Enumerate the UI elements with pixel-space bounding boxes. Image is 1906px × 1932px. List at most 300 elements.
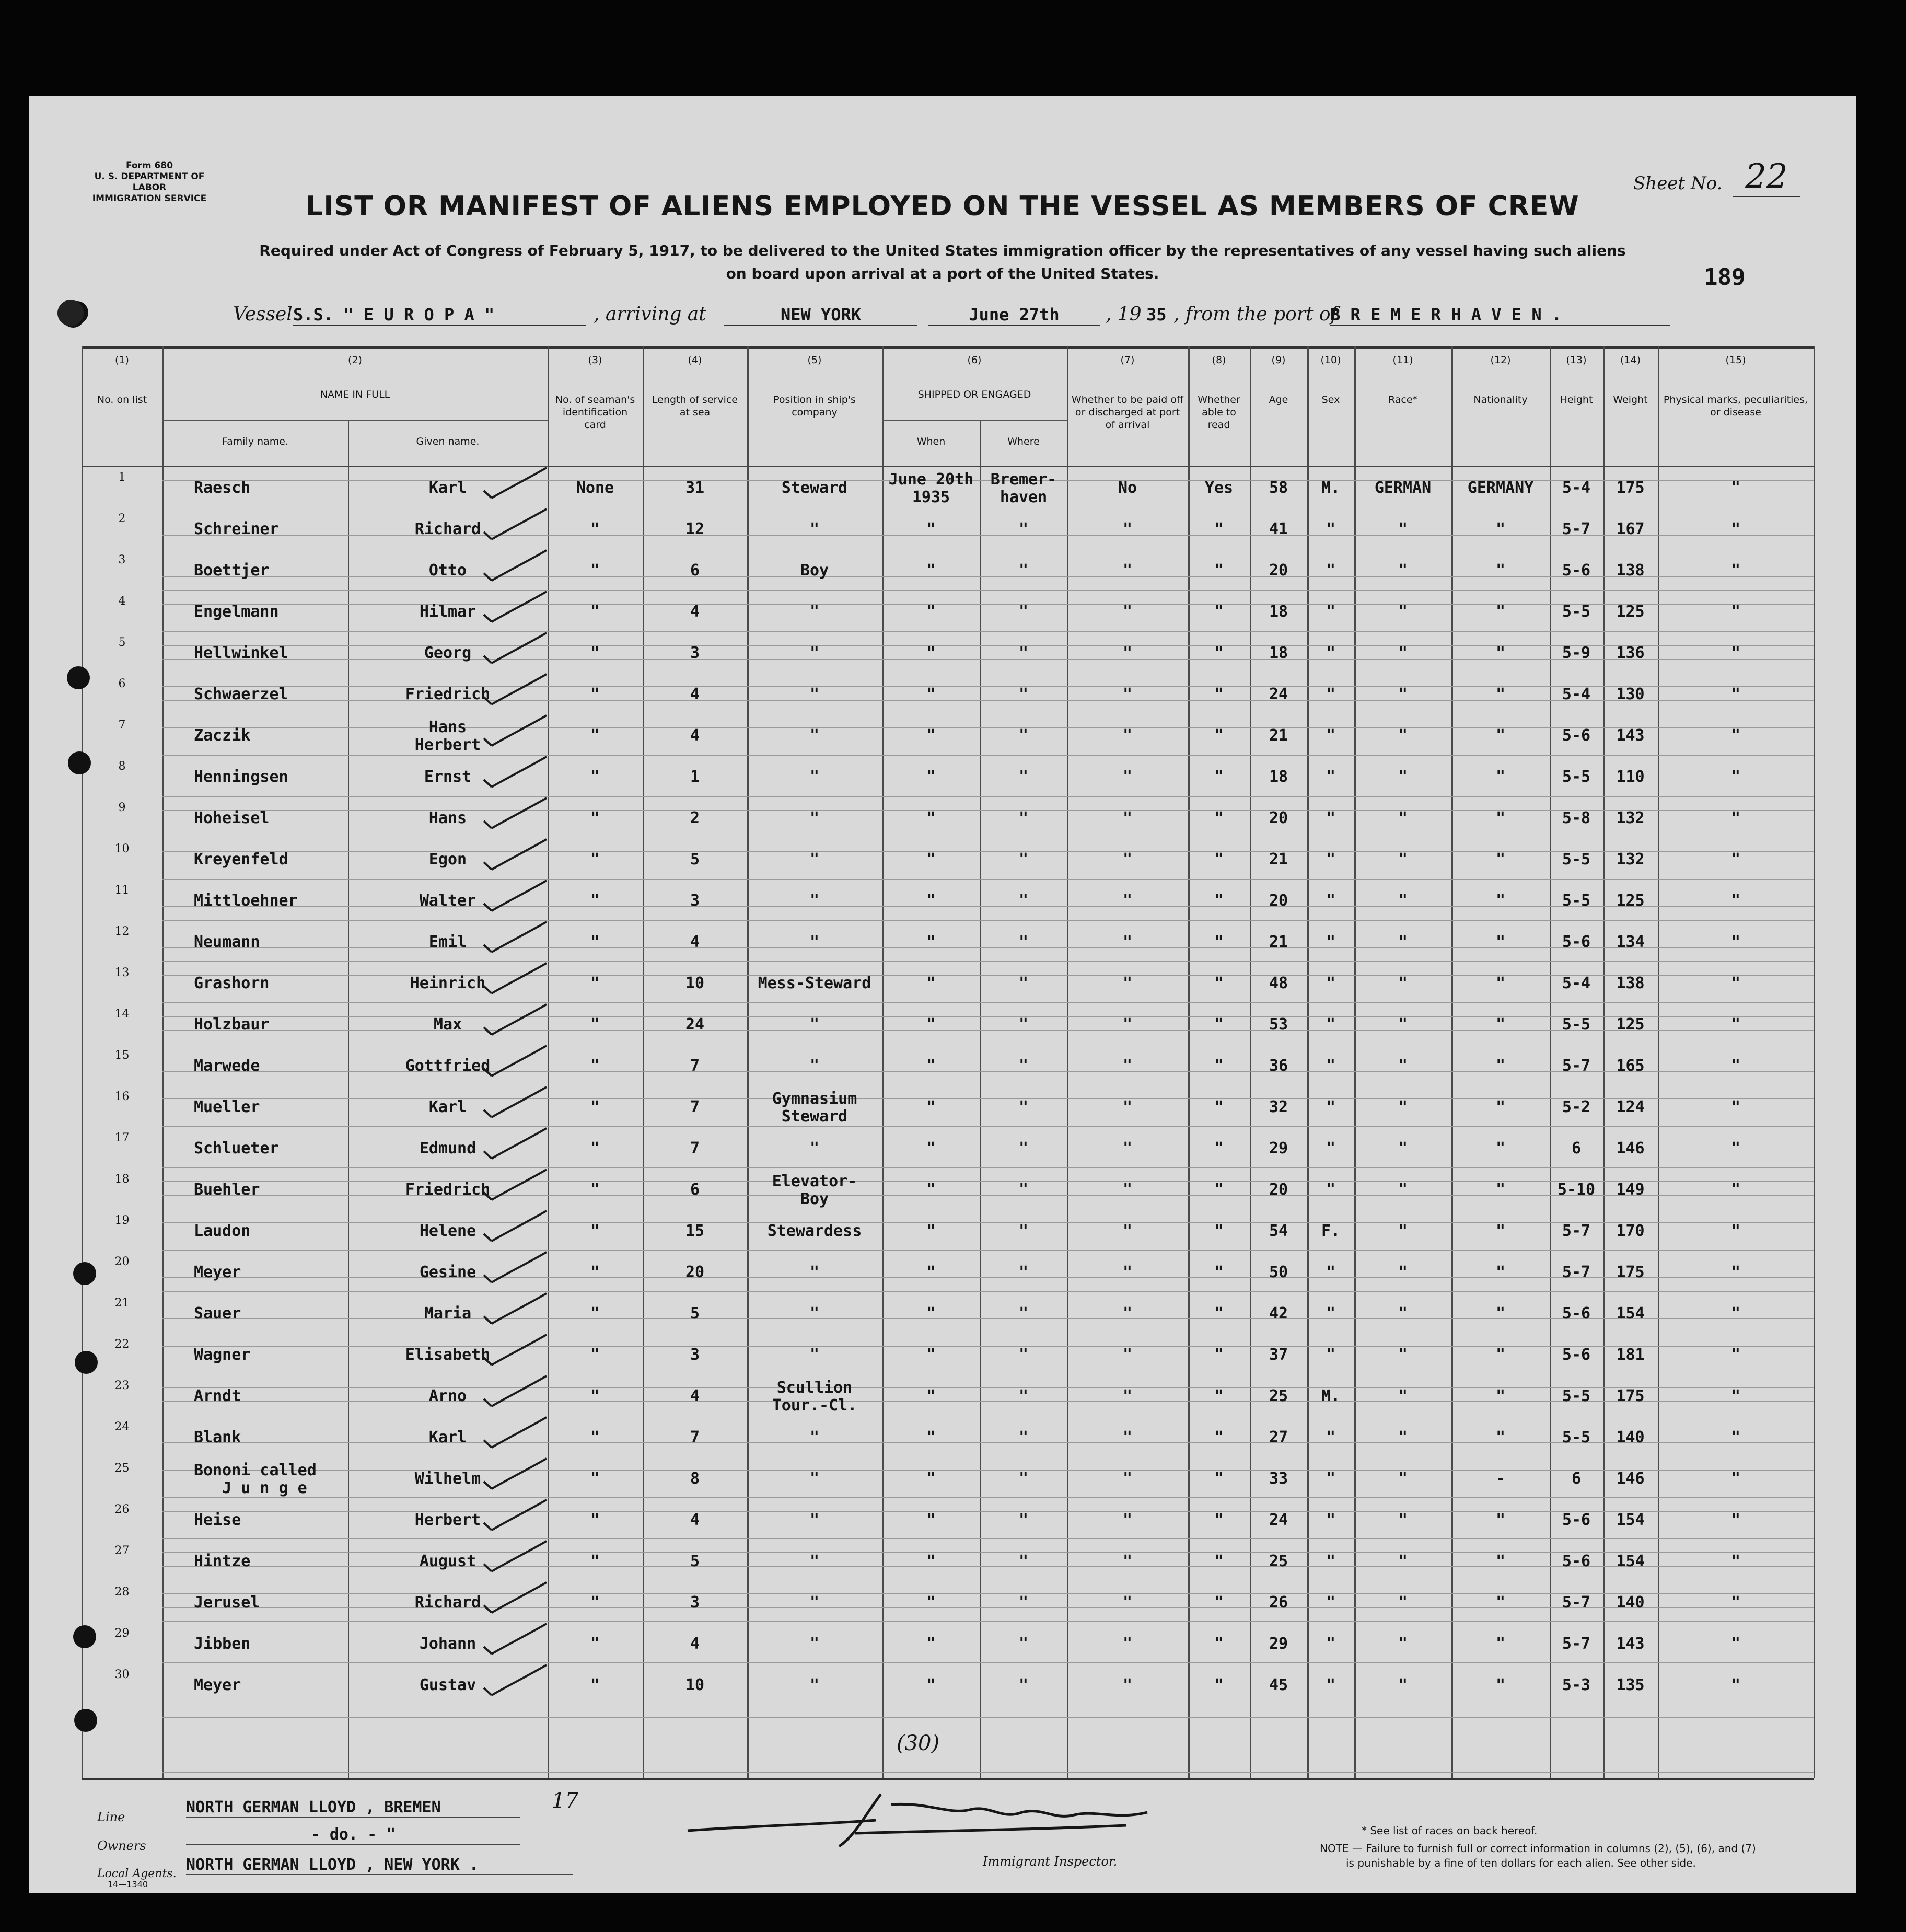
cell-nat: "	[1495, 1181, 1506, 1199]
sheet-number: 22	[1733, 157, 1800, 197]
cell-age: 21	[1269, 726, 1288, 745]
cell-marks: "	[1730, 1015, 1741, 1034]
check-mark	[484, 592, 547, 622]
service-name: IMMIGRATION SERVICE	[92, 193, 207, 204]
cell-height: 5-6	[1562, 1304, 1591, 1323]
cell-sex: "	[1326, 1139, 1336, 1158]
cell-card: "	[590, 768, 600, 786]
cell-height: 5-8	[1562, 809, 1591, 827]
check-mark	[484, 757, 547, 787]
cell-position: Steward	[781, 479, 848, 497]
cell-where: "	[1018, 1635, 1029, 1653]
cell-sex: "	[1326, 1676, 1336, 1694]
cell-nat: "	[1495, 1511, 1506, 1529]
cell-race: GERMAN	[1374, 479, 1432, 497]
cell-age: 26	[1269, 1593, 1288, 1612]
cell-weight: 149	[1616, 1181, 1645, 1199]
cell-service: 2	[690, 809, 700, 827]
cell-age: 53	[1269, 1015, 1288, 1034]
check-mark	[484, 1252, 547, 1282]
cell-given: Herbert	[414, 1511, 481, 1529]
cell-nat: "	[1495, 974, 1506, 992]
check-mark	[484, 633, 547, 663]
cell-paid: "	[1122, 1593, 1133, 1612]
cell-when: "	[926, 933, 936, 951]
cell-marks: "	[1730, 1387, 1741, 1405]
cell-sex: M.	[1321, 479, 1341, 497]
cell-service: 7	[690, 1098, 700, 1116]
cell-where: "	[1018, 726, 1029, 745]
cell-race: "	[1398, 1346, 1408, 1364]
cell-race: "	[1398, 644, 1408, 662]
cell-service: 5	[690, 1552, 700, 1570]
cell-marks: "	[1730, 1635, 1741, 1653]
cell-when: "	[926, 1057, 936, 1075]
cell-nat: "	[1495, 1346, 1506, 1364]
cell-paid: "	[1122, 1181, 1133, 1199]
agents-value: NORTH GERMAN LLOYD , NEW YORK .	[186, 1856, 573, 1875]
line-label: Line	[97, 1810, 125, 1824]
cell-age: 29	[1269, 1139, 1288, 1158]
cell-service: 4	[690, 603, 700, 621]
cell-where: "	[1018, 933, 1029, 951]
check-mark	[484, 798, 547, 828]
cell-position: "	[809, 1304, 820, 1323]
cell-read: "	[1214, 1635, 1224, 1653]
cell-where: "	[1018, 1387, 1029, 1405]
column-label: Race*	[1388, 394, 1418, 406]
check-mark	[484, 1211, 547, 1241]
cell-nat: "	[1495, 1635, 1506, 1653]
cell-race: "	[1398, 892, 1408, 910]
cell-no: 2	[118, 512, 126, 525]
cell-when: "	[926, 1593, 936, 1612]
cell-age: 45	[1269, 1676, 1288, 1694]
cell-race: "	[1398, 520, 1408, 538]
cell-weight: 146	[1616, 1139, 1645, 1158]
cell-position: "	[809, 1470, 820, 1488]
cell-weight: 181	[1616, 1346, 1645, 1364]
from-label: , from the port of	[1173, 304, 1338, 325]
cell-height: 5-10	[1557, 1181, 1596, 1199]
column-label: No. on list	[97, 394, 147, 406]
cell-age: 32	[1269, 1098, 1288, 1116]
cell-position: "	[809, 726, 820, 745]
column-number: (5)	[807, 354, 822, 366]
cell-read: "	[1214, 1304, 1224, 1323]
cell-given: Walter	[419, 892, 476, 910]
cell-no: 22	[114, 1338, 130, 1351]
cell-marks: "	[1730, 603, 1741, 621]
cell-given: Ernst	[424, 768, 472, 786]
vessel-name: S.S. " E U R O P A "	[293, 305, 586, 326]
cell-no: 11	[114, 884, 130, 897]
cell-age: 20	[1269, 1181, 1288, 1199]
cell-paid: "	[1122, 933, 1133, 951]
cell-weight: 170	[1616, 1222, 1645, 1240]
cell-height: 5-7	[1562, 520, 1591, 538]
cell-when: "	[926, 1304, 936, 1323]
cell-race: "	[1398, 685, 1408, 703]
cell-given: Otto	[428, 561, 467, 580]
cell-paid: "	[1122, 520, 1133, 538]
cell-sex: "	[1326, 726, 1336, 745]
cell-position: "	[809, 768, 820, 786]
column-label: No. of seaman's identification card	[555, 394, 635, 431]
cell-service: 10	[685, 974, 705, 992]
cell-marks: "	[1730, 850, 1741, 869]
cell-paid: "	[1122, 1263, 1133, 1281]
cell-marks: "	[1730, 1139, 1741, 1158]
cell-when: "	[926, 603, 936, 621]
cell-height: 5-3	[1562, 1676, 1591, 1694]
cell-where: "	[1018, 520, 1029, 538]
cell-when: "	[926, 520, 936, 538]
cell-service: 20	[685, 1263, 705, 1281]
cell-nat: "	[1495, 892, 1506, 910]
cell-race: "	[1398, 603, 1408, 621]
cell-family: Neumann	[194, 933, 260, 951]
cell-height: 5-7	[1562, 1057, 1591, 1075]
cell-when: "	[926, 1098, 936, 1116]
cell-read: "	[1214, 768, 1224, 786]
cell-nat: "	[1495, 644, 1506, 662]
cell-age: 24	[1269, 1511, 1288, 1529]
cell-paid: "	[1122, 1428, 1133, 1447]
cell-height: 6	[1571, 1470, 1582, 1488]
cell-where: "	[1018, 974, 1029, 992]
cell-sex: "	[1326, 768, 1336, 786]
cell-age: 37	[1269, 1346, 1288, 1364]
cell-paid: "	[1122, 974, 1133, 992]
cell-service: 4	[690, 726, 700, 745]
check-mark	[484, 1335, 547, 1365]
department-name: U. S. DEPARTMENT OF LABOR	[94, 171, 205, 193]
column-label: Position in ship's company	[773, 394, 856, 418]
cell-no: 10	[114, 842, 130, 855]
cell-race: "	[1398, 809, 1408, 827]
cell-height: 5-5	[1562, 768, 1591, 786]
cell-paid: "	[1122, 1139, 1133, 1158]
cell-marks: "	[1730, 726, 1741, 745]
cell-given: Egon	[428, 850, 467, 869]
column-number: (7)	[1120, 354, 1135, 366]
cell-card: "	[590, 520, 600, 538]
cell-nat: "	[1495, 1222, 1506, 1240]
cell-weight: 175	[1616, 1263, 1645, 1281]
cell-family: Blank	[194, 1428, 241, 1447]
column-number: (13)	[1566, 354, 1587, 366]
binder-hole	[67, 666, 90, 689]
cell-paid: No	[1118, 479, 1137, 497]
cell-given: Arno	[428, 1387, 467, 1405]
cell-family: Schreiner	[194, 520, 279, 538]
cell-when: "	[926, 726, 936, 745]
cell-height: 5-7	[1562, 1593, 1591, 1612]
cell-marks: "	[1730, 1304, 1741, 1323]
line-handwritten-mark: 17	[552, 1789, 578, 1813]
cell-where: "	[1018, 1676, 1029, 1694]
cell-weight: 146	[1616, 1470, 1645, 1488]
cell-sex: "	[1326, 1428, 1336, 1447]
cell-given: Richard	[414, 520, 481, 538]
cell-sex: "	[1326, 1470, 1336, 1488]
cell-position: Scullion Tour.-Cl.	[772, 1379, 857, 1415]
cell-age: 21	[1269, 933, 1288, 951]
cell-sex: "	[1326, 561, 1336, 580]
check-marks	[29, 96, 1856, 1893]
agents-label: Local Agents.	[97, 1867, 177, 1880]
cell-read: "	[1214, 933, 1224, 951]
cell-card: "	[590, 892, 600, 910]
cell-marks: "	[1730, 1593, 1741, 1612]
cell-position: "	[809, 933, 820, 951]
cell-sex: "	[1326, 1635, 1336, 1653]
cell-position: Elevator- Boy	[772, 1172, 857, 1208]
cell-marks: "	[1730, 1263, 1741, 1281]
cell-where: "	[1018, 1470, 1029, 1488]
cell-given: Johann	[419, 1635, 476, 1653]
cell-family: Marwede	[194, 1057, 260, 1075]
cell-paid: "	[1122, 644, 1133, 662]
check-mark	[484, 550, 547, 581]
cell-nat: "	[1495, 1676, 1506, 1694]
cell-marks: "	[1730, 974, 1741, 992]
cell-card: "	[590, 933, 600, 951]
check-mark	[484, 1004, 547, 1035]
check-mark	[484, 1582, 547, 1613]
check-mark	[484, 1624, 547, 1654]
cell-given: Karl	[428, 1098, 467, 1116]
cell-nat: "	[1495, 1428, 1506, 1447]
cell-service: 4	[690, 1511, 700, 1529]
cell-age: 18	[1269, 603, 1288, 621]
fine-note: NOTE — Failure to furnish full or correct information in columns (2), (5), (6), and (7)	[1320, 1842, 1756, 1855]
check-mark	[484, 922, 547, 952]
departure-port: B R E M E R H A V E N .	[1330, 305, 1670, 326]
cell-paid: "	[1122, 1098, 1133, 1116]
binder-hole	[74, 1709, 97, 1732]
cell-read: "	[1214, 850, 1224, 869]
cell-position: "	[809, 685, 820, 703]
cell-read: "	[1214, 644, 1224, 662]
cell-age: 18	[1269, 644, 1288, 662]
cell-card: "	[590, 1181, 600, 1199]
cell-service: 7	[690, 1139, 700, 1158]
column-label: Age	[1269, 394, 1288, 406]
cell-card: "	[590, 1676, 600, 1694]
cell-when: "	[926, 1181, 936, 1199]
cell-read: "	[1214, 1470, 1224, 1488]
cell-no: 5	[118, 636, 126, 649]
cell-service: 7	[690, 1428, 700, 1447]
cell-family: Jibben	[194, 1635, 251, 1653]
cell-marks: "	[1730, 1346, 1741, 1364]
cell-when: "	[926, 561, 936, 580]
check-mark	[484, 1046, 547, 1076]
cell-nat: "	[1495, 1593, 1506, 1612]
cell-given: Friedrich	[405, 685, 491, 703]
cell-when: "	[926, 974, 936, 992]
cell-marks: "	[1730, 479, 1741, 497]
cell-when: "	[926, 1346, 936, 1364]
cell-position: "	[809, 1263, 820, 1281]
check-mark	[484, 1293, 547, 1324]
manifest-sheet	[29, 96, 1856, 1893]
cell-where: "	[1018, 1057, 1029, 1075]
check-mark	[484, 1500, 547, 1530]
cell-height: 5-2	[1562, 1098, 1591, 1116]
check-mark	[484, 1087, 547, 1117]
column-number: (10)	[1320, 354, 1341, 366]
cell-given: Karl	[428, 479, 467, 497]
cell-sex: "	[1326, 1552, 1336, 1570]
cell-sex: "	[1326, 1346, 1336, 1364]
cell-no: 17	[114, 1131, 130, 1144]
cell-height: 5-7	[1562, 1222, 1591, 1240]
cell-weight: 138	[1616, 974, 1645, 992]
cell-card: "	[590, 850, 600, 869]
cell-family: Schlueter	[194, 1139, 279, 1158]
cell-read: "	[1214, 603, 1224, 621]
cell-marks: "	[1730, 933, 1741, 951]
cell-height: 5-7	[1562, 1263, 1591, 1281]
cell-nat: -	[1495, 1470, 1506, 1488]
cell-card: "	[590, 1139, 600, 1158]
cell-age: 36	[1269, 1057, 1288, 1075]
cell-family: Wagner	[194, 1346, 251, 1364]
cell-sex: "	[1326, 892, 1336, 910]
cell-service: 8	[690, 1470, 700, 1488]
cell-paid: "	[1122, 1387, 1133, 1405]
cell-race: "	[1398, 1098, 1408, 1116]
cell-nat: "	[1495, 1304, 1506, 1323]
cell-card: "	[590, 1635, 600, 1653]
cell-read: "	[1214, 1428, 1224, 1447]
column-label: Physical marks, peculiarities, or disease	[1663, 394, 1808, 418]
cell-family: Zaczik	[194, 726, 251, 745]
check-mark	[484, 1128, 547, 1159]
cell-position: "	[809, 809, 820, 827]
cell-position: "	[809, 1511, 820, 1529]
cell-paid: "	[1122, 1552, 1133, 1570]
cell-nat: "	[1495, 726, 1506, 745]
cell-family: Bononi called J u n g e	[194, 1461, 317, 1497]
cell-where: "	[1018, 1593, 1029, 1612]
cell-read: "	[1214, 1098, 1224, 1116]
column-sublabel: Given name.	[416, 436, 480, 447]
cell-height: 5-5	[1562, 850, 1591, 869]
cell-card: "	[590, 1387, 600, 1405]
cell-weight: 125	[1616, 892, 1645, 910]
cell-nat: "	[1495, 768, 1506, 786]
cell-service: 4	[690, 933, 700, 951]
cell-when: "	[926, 1139, 936, 1158]
cell-no: 12	[114, 925, 130, 938]
cell-race: "	[1398, 1635, 1408, 1653]
cell-where: "	[1018, 1511, 1029, 1529]
cell-when: "	[926, 1511, 936, 1529]
cell-given: Hans	[428, 809, 467, 827]
cell-given: Gottfried	[405, 1057, 491, 1075]
cell-age: 20	[1269, 892, 1288, 910]
cell-card: "	[590, 1098, 600, 1116]
cell-service: 10	[685, 1676, 705, 1694]
cell-given: Helene	[419, 1222, 476, 1240]
cell-service: 1	[690, 768, 700, 786]
cell-marks: "	[1730, 1470, 1741, 1488]
cell-family: Meyer	[194, 1676, 241, 1694]
cell-given: Max	[433, 1015, 462, 1034]
cell-no: 24	[114, 1420, 130, 1433]
cell-read: "	[1214, 1676, 1224, 1694]
cell-family: Raesch	[194, 479, 251, 497]
cell-height: 5-9	[1562, 644, 1591, 662]
cell-card: "	[590, 685, 600, 703]
cell-paid: "	[1122, 603, 1133, 621]
cell-sex: "	[1326, 933, 1336, 951]
cell-race: "	[1398, 1552, 1408, 1570]
cell-paid: "	[1122, 1304, 1133, 1323]
cell-weight: 175	[1616, 1387, 1645, 1405]
cell-weight: 140	[1616, 1593, 1645, 1612]
cell-card: "	[590, 644, 600, 662]
cell-weight: 134	[1616, 933, 1645, 951]
cell-card: "	[590, 1057, 600, 1075]
cell-marks: "	[1730, 1511, 1741, 1529]
cell-sex: "	[1326, 603, 1336, 621]
cell-no: 23	[114, 1379, 130, 1392]
cell-when: "	[926, 892, 936, 910]
binder-hole	[73, 1625, 96, 1648]
cell-sex: "	[1326, 1593, 1336, 1612]
cell-marks: "	[1730, 685, 1741, 703]
cell-no: 15	[114, 1049, 130, 1062]
cell-nat: "	[1495, 1552, 1506, 1570]
cell-given: Edmund	[419, 1139, 476, 1158]
cell-no: 8	[118, 760, 126, 773]
binder-hole	[68, 751, 91, 774]
cell-read: "	[1214, 561, 1224, 580]
cell-marks: "	[1730, 1428, 1741, 1447]
cell-service: 12	[685, 520, 705, 538]
cell-paid: "	[1122, 1057, 1133, 1075]
cell-sex: "	[1326, 1263, 1336, 1281]
cell-given: August	[419, 1552, 476, 1570]
cell-service: 4	[690, 1387, 700, 1405]
cell-height: 5-4	[1562, 479, 1591, 497]
column-label: NAME IN FULL	[320, 389, 390, 400]
cell-when: "	[926, 809, 936, 827]
inspector-label: Immigrant Inspector.	[983, 1854, 1118, 1869]
cell-card: "	[590, 603, 600, 621]
column-number: (2)	[348, 354, 362, 366]
cell-read: "	[1214, 974, 1224, 992]
cell-service: 4	[690, 1635, 700, 1653]
cell-when: "	[926, 1676, 936, 1694]
cell-where: "	[1018, 1181, 1029, 1199]
cell-race: "	[1398, 1387, 1408, 1405]
check-mark	[484, 1665, 547, 1695]
cell-position: "	[809, 1346, 820, 1364]
cell-age: 21	[1269, 850, 1288, 869]
cell-when: "	[926, 644, 936, 662]
cell-nat: "	[1495, 1139, 1506, 1158]
column-label: SHIPPED OR ENGAGED	[917, 389, 1031, 400]
cell-where: "	[1018, 1304, 1029, 1323]
cell-race: "	[1398, 933, 1408, 951]
subtitle-line-2: on board upon arrival at a port of the United States.	[726, 265, 1159, 282]
